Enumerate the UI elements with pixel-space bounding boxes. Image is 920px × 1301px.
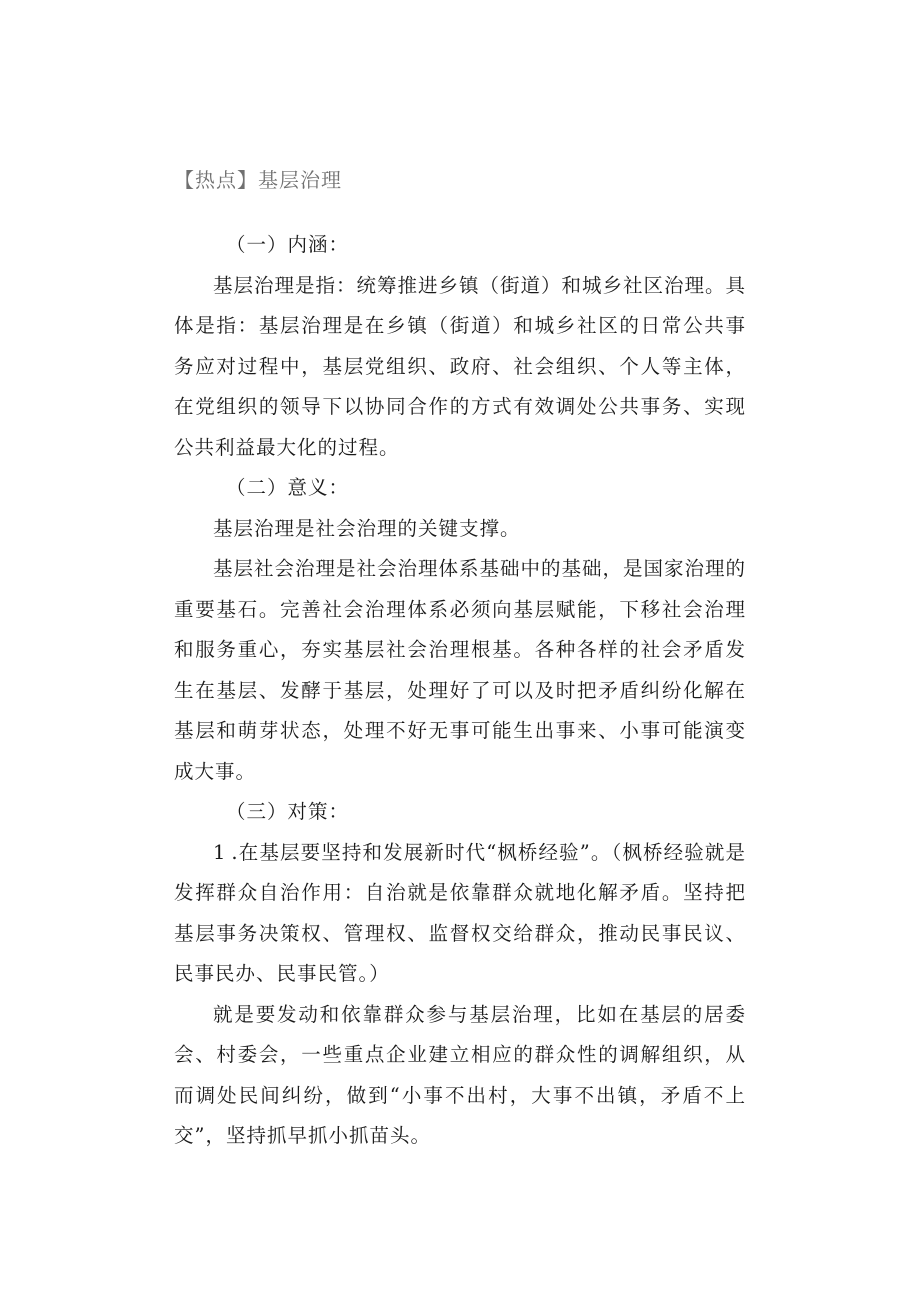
document-body	[174, 225, 746, 1157]
document-title: 【热点】基层治理	[174, 168, 342, 192]
paragraph-definition: 基层治理是指：统筹推进乡镇（街道）和城乡社区治理。具体是指：基层治理是在乡镇（街道）和城乡社区的日常公共事务应对过程中，基层党组织、政府、社会组织、个人等主体，在党组织的领导下以协同合作的方式有效调处公共事务、实现公共利益最大化的过程。	[174, 273, 747, 459]
paragraph-significance-summary: 基层治理是社会治理的关键支撑。	[213, 516, 521, 540]
paragraph-countermeasure-item-1	[174, 833, 746, 995]
paragraph-significance-detail: 基层社会治理是社会治理体系基础中的基础，是国家治理的重要基石。完善社会治理体系必须向基层赋能，下移社会治理和服务重心，夯实基层社会治理根基。各种各样的社会矛盾发生在基层、发酵于基层，处理好了可以及时把矛盾纠纷化解在基层和萌芽状态，处理不好无事可能生出事来、小事可能演变成大事。	[174, 557, 747, 783]
section-heading-countermeasures: （三）对策：	[226, 800, 350, 823]
section-heading-connotation: （一）内涵：	[226, 233, 350, 256]
paragraph-countermeasure-detail: 就是要发动和依靠群众参与基层治理，比如在基层的居委会、村委会，一些重点企业建立相应的群众性的调解组织，从而调处民间纠纷，做到“小事不出村，大事不出镇，矛盾不上交”，坚持抓早抓小抓苗头。	[174, 1002, 746, 1147]
section-heading-significance: （二）意义：	[226, 476, 350, 499]
list-item-text: .在基层要坚持和发展新时代“枫桥经验”。（枫桥经验就是发挥群众自治作用：自治就是依靠群众就地化解矛盾。坚持把基层事务决策权、管理权、监督权交给群众，推动民事民议、民事民办、民事民管。）	[174, 840, 746, 985]
list-item-number: 1	[213, 840, 232, 864]
